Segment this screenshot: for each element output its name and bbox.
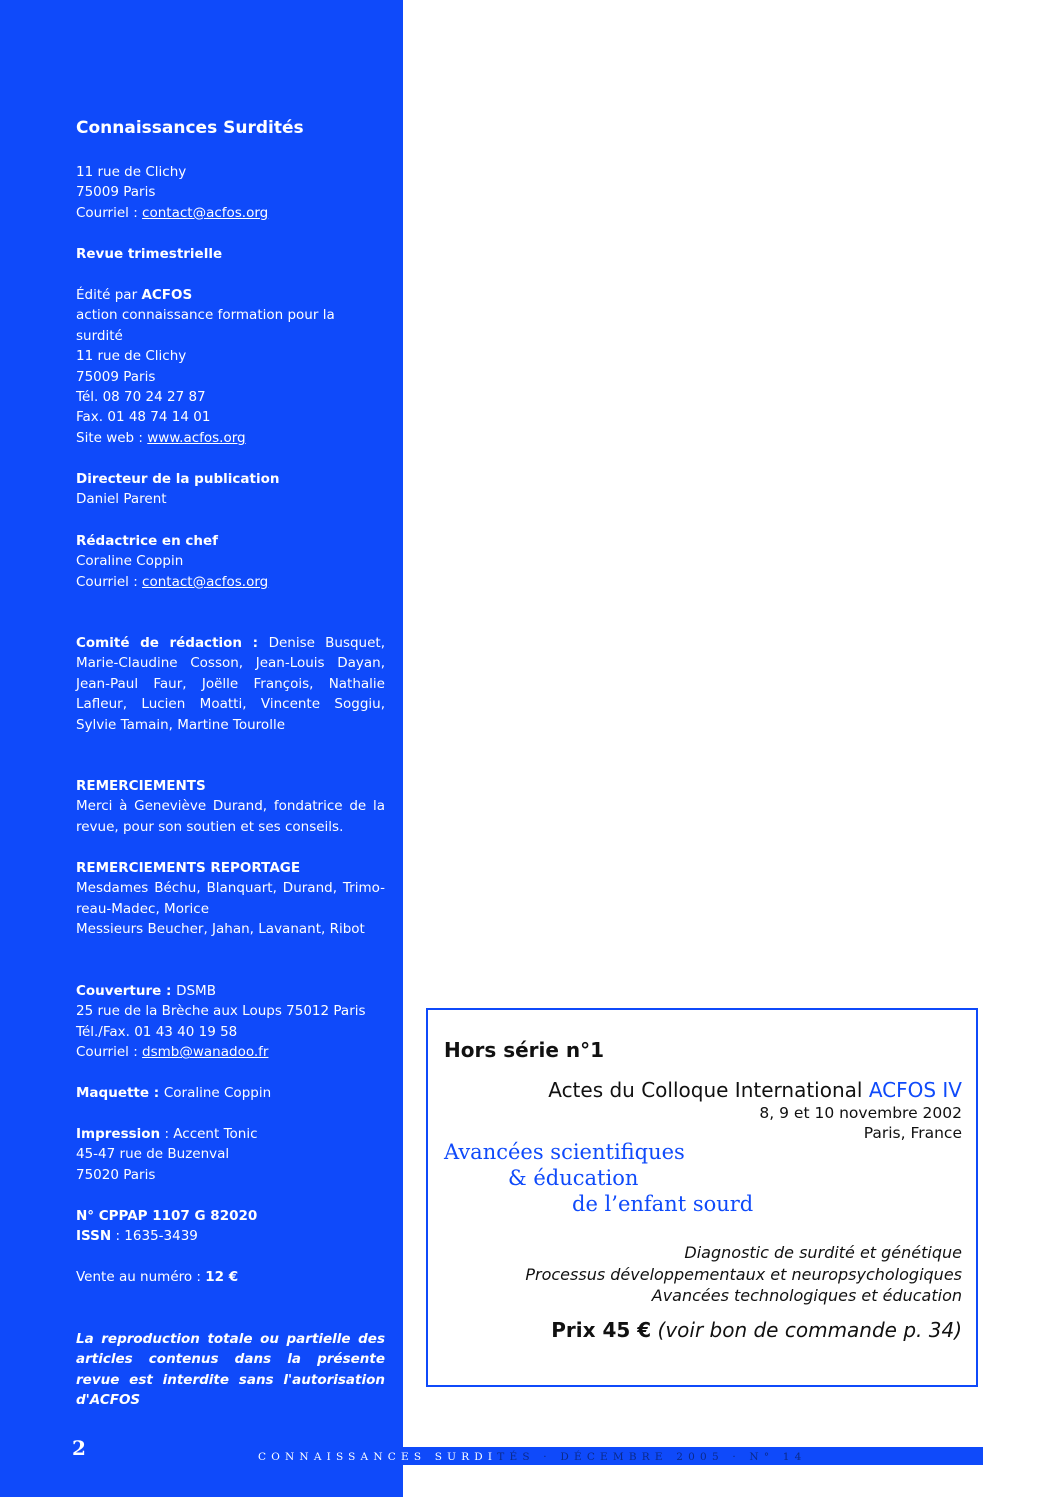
website-line — [76, 428, 385, 448]
page-number: 2 — [72, 1436, 86, 1460]
footer-text-part: CONNAISSANCES SURDI — [258, 1451, 498, 1463]
editor-block — [76, 531, 385, 592]
cover-phone: Tél./Fax. 01 43 40 19 58 — [76, 1023, 238, 1040]
price-value: Prix 45 € — [551, 1318, 652, 1342]
sale-label: Vente au numéro : — [76, 1269, 206, 1285]
printing-name: : Accent Tonic — [160, 1126, 258, 1142]
layout-line — [76, 1083, 385, 1103]
special-issue-title: Hors série n°1 — [444, 1038, 605, 1062]
phone-line: Tél. 08 70 24 27 87 — [76, 389, 206, 406]
printing-address: 75020 Paris — [76, 1166, 156, 1183]
printing-address: 45-47 rue de Buzenval — [76, 1146, 230, 1163]
sale-block — [76, 1267, 385, 1287]
contact-email-link[interactable]: contact@acfos.org — [142, 204, 269, 221]
director-block — [76, 469, 385, 510]
running-footer — [258, 1451, 807, 1463]
contact-line — [76, 203, 385, 223]
editor-contact-line — [76, 572, 385, 592]
layout-label: Maquette : — [76, 1085, 164, 1101]
website-label: Site web : — [76, 430, 148, 446]
topic-item: Avancées technologiques et éducation — [651, 1286, 962, 1305]
courriel-label: Courriel : — [76, 1044, 143, 1061]
cppap-number: N° CPPAP 1107 G 82020 — [76, 1208, 258, 1224]
layout-block — [76, 1083, 385, 1103]
copyright-notice: La reproduction totale ou partielle des articles contenus dans la présente revue est interdite sans l'autorisation d'ACFOS — [76, 1331, 385, 1409]
thanks-block — [76, 776, 385, 837]
issn-number: : 1635-3439 — [111, 1228, 198, 1245]
sale-price: 12 € — [205, 1269, 239, 1285]
publisher-description: action connaissance formation pour la surdité — [76, 307, 335, 344]
layout-name: Coraline Coppin — [163, 1085, 272, 1101]
revue-type: Revue trimestrielle — [76, 246, 223, 262]
report-thanks-women: Mesdames Béchu, Blanquart, Durand, Trimo-reau-Madec, Morice — [76, 880, 385, 917]
cover-contact-line — [76, 1042, 385, 1062]
footer-text-part: TÉS · DÉCEMBRE 2005 · N° 14 — [497, 1451, 807, 1463]
revue-block — [76, 244, 385, 264]
registration-block — [76, 1206, 385, 1247]
theme-line-2: & éducation — [508, 1166, 639, 1190]
publisher-block — [76, 285, 385, 428]
edited-by-label: Édité par — [76, 287, 142, 303]
theme-line-3: de l’enfant sourd — [572, 1192, 754, 1216]
director-name: Daniel Parent — [76, 491, 167, 508]
topic-item: Processus développementaux et neuropsychologiques — [525, 1265, 962, 1284]
committee-members: Denise Busquet, Marie-Claudine Cosson, Jean-Louis Dayan, Jean-Paul Faur, Joëlle François, Nathalie Lafleur, Lucien Moatti, Vincente Soggiu, Sylvie Tamain, Martine Tourolle — [76, 635, 385, 733]
issn-label: ISSN — [76, 1228, 112, 1245]
theme-line-1: Avancées scientifiques — [444, 1140, 685, 1164]
address-line: 11 rue de Clichy — [76, 164, 187, 180]
topic-item: Diagnostic de surdité et génétique — [684, 1243, 962, 1262]
colloquium-name: Actes du Colloque International — [548, 1078, 869, 1102]
editor-name: Coraline Coppin — [76, 553, 184, 570]
director-label: Directeur de la publication — [76, 471, 280, 487]
editor-label: Rédactrice en chef — [76, 533, 219, 549]
fax-line: Fax. 01 48 74 14 01 — [76, 409, 211, 426]
report-thanks-block — [76, 858, 385, 940]
committee-text — [76, 633, 385, 735]
committee-block — [76, 633, 385, 735]
special-issue-ad — [426, 1008, 978, 1387]
cover-name: DSMB — [176, 983, 216, 999]
colloquium-place: Paris, France — [863, 1124, 962, 1142]
cover-line — [76, 981, 385, 1001]
edited-by-line — [76, 285, 385, 305]
editor-email-link[interactable]: contact@acfos.org — [142, 573, 269, 590]
masthead-block — [76, 118, 385, 138]
colloquium-title — [548, 1078, 962, 1102]
address-line: 11 rue de Clichy — [76, 348, 187, 365]
cover-address: 25 rue de la Brèche aux Loups 75012 Paris — [76, 1003, 366, 1020]
report-thanks-label: REMERCIEMENTS REPORTAGE — [76, 860, 301, 876]
address-line: 75009 Paris — [76, 184, 156, 201]
report-thanks-men: Messieurs Beucher, Jahan, Lavanant, Ribot — [76, 921, 365, 938]
address-block — [76, 162, 385, 223]
blue-sidebar — [0, 0, 403, 1497]
printing-line — [76, 1124, 385, 1144]
courriel-label: Courriel : — [76, 204, 143, 221]
price-line — [551, 1318, 962, 1342]
publication-title: Connaissances Surdités — [76, 118, 304, 138]
sale-line — [76, 1267, 385, 1287]
cover-label: Couverture : — [76, 983, 177, 999]
cover-block — [76, 981, 385, 1063]
thanks-text: Merci à Geneviève Durand, fondatrice de la revue, pour son soutien et ses conseils. — [76, 798, 385, 835]
printing-label: Impression — [76, 1126, 161, 1142]
issn-line — [76, 1226, 385, 1246]
courriel-label: Courriel : — [76, 573, 143, 590]
website-link[interactable]: www.acfos.org — [147, 430, 246, 446]
order-form-reference: (voir bon de commande p. 34) — [651, 1318, 962, 1342]
colloquium-dates: 8, 9 et 10 novembre 2002 — [759, 1104, 962, 1122]
publisher-name: ACFOS — [141, 287, 193, 303]
website-block — [76, 428, 385, 448]
colloquium-acfos: ACFOS IV — [868, 1078, 962, 1102]
committee-label: Comité de rédaction : — [76, 635, 269, 651]
cover-email-link[interactable]: dsmb@wanadoo.fr — [142, 1044, 269, 1061]
copyright-block — [76, 1329, 385, 1411]
thanks-label: REMERCIEMENTS — [76, 778, 206, 794]
printing-block — [76, 1124, 385, 1185]
address-line: 75009 Paris — [76, 368, 156, 385]
